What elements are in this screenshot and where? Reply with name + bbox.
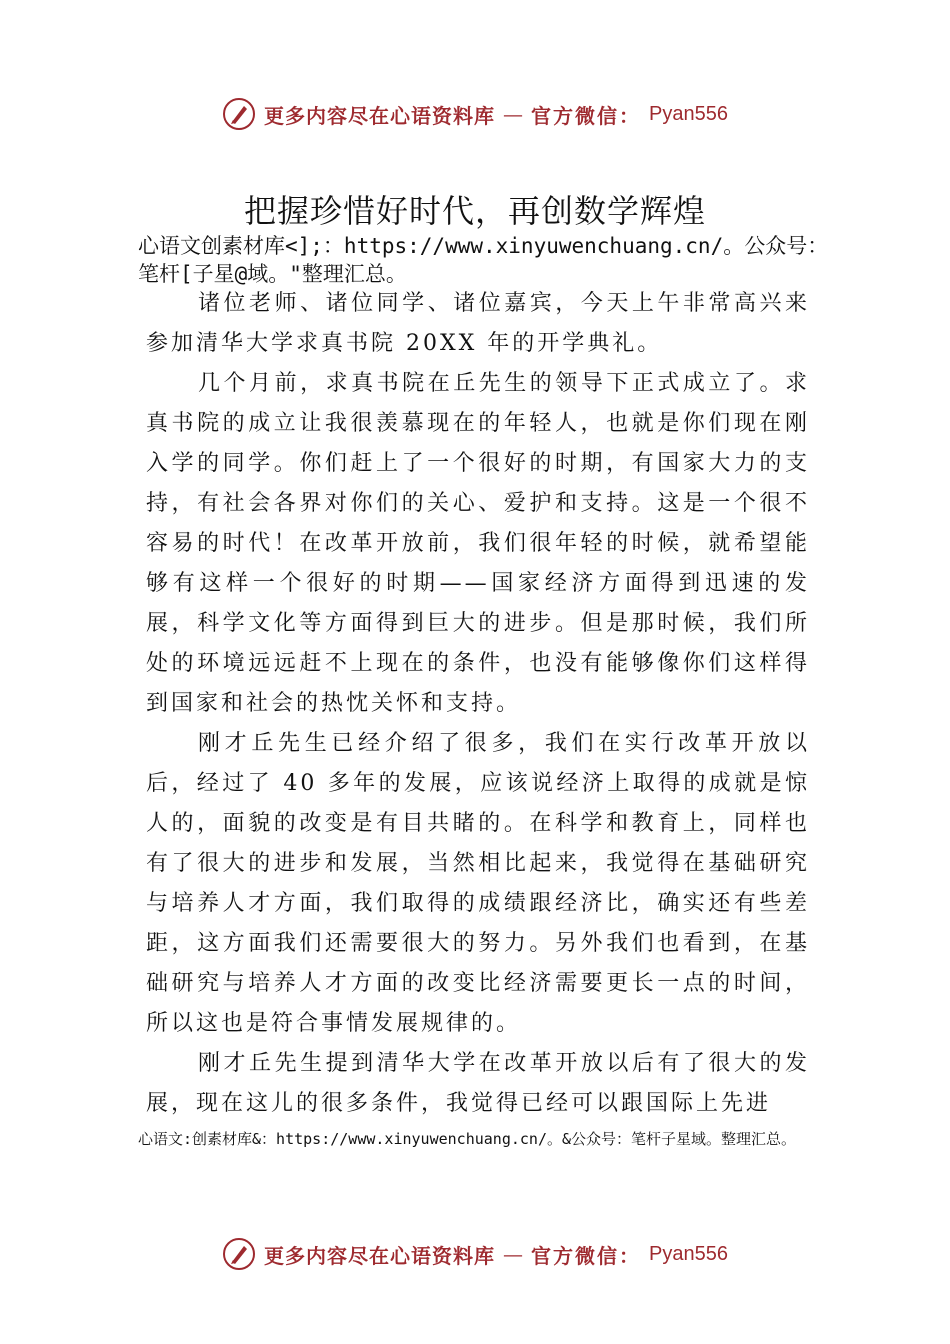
source-note: 心语文创素材库<];：https://www.xinyuwenchuang.cn/。公众号：笔杆[子星@域。"整理汇总。 [138,234,829,286]
banner-separator: — [503,1242,524,1266]
banner-wechat-label: 官方微信： [531,1243,642,1268]
banner-wechat-id: Pyan556 [649,102,728,125]
header-banner [0,94,950,134]
banner-wechat-label: 官方微信： [531,103,642,128]
paragraph: 几个月前，求真书院在丘先生的领导下正式成立了。求真书院的成立让我很羡慕现在的年轻人，也就是你们现在刚入学的同学。你们赶上了一个很好的时期，有国家大力的支持，有社会各界对你们的关心、爱护和支持。这是一个很不容易的时代！在改革开放前，我们很年轻的时候，就希望能够有这样一个很好的时期——国家经济方面得到迅速的发展，科学文化等方面得到巨大的进步。但是那时候，我们所处的环境远远赶不上现在的条件，也没有能够像你们这样得到国家和社会的热忱关怀和支持。 [146,371,810,716]
paragraph: 刚才丘先生提到清华大学在改革开放以后有了很大的发展，现在这儿的很多条件，我觉得已经可以跟国际上先进 [146,1051,810,1116]
footer-note: 心语文:创素材库&：https://www.xinyuwenchuang.cn/。&公众号：笔杆子星域。整理汇总。 [138,1130,797,1148]
banner-text: 更多内容尽在心语资料库 [264,103,496,128]
pen-in-circle-logo [222,1237,256,1271]
banner-text: 更多内容尽在心语资料库 [264,1243,496,1268]
document-body [146,284,810,1124]
banner-separator: — [503,102,524,126]
pen-in-circle-logo [222,97,256,131]
banner-wechat-id: Pyan556 [649,1242,728,1265]
paragraph: 刚才丘先生已经介绍了很多，我们在实行改革开放以后，经过了 40 多年的发展，应该说经济上取得的成就是惊人的，面貌的改变是有目共睹的。在科学和教育上，同样也有了很大的进步和发展，当然相比起来，我觉得在基础研究与培养人才方面，我们取得的成绩跟经济比，确实还有些差距，这方面我们还需要很大的努力。另外我们也看到，在基础研究与培养人才方面的改变比经济需要更长一点的时间，所以这也是符合事情发展规律的。 [146,731,810,1036]
document-title: 把握珍惜好时代，再创数学辉煌 [243,192,706,230]
paragraph: 诸位老师、诸位同学、诸位嘉宾，今天上午非常高兴来参加清华大学求真书院 20XX 年的开学典礼。 [146,291,810,356]
footer-banner [0,1234,950,1274]
